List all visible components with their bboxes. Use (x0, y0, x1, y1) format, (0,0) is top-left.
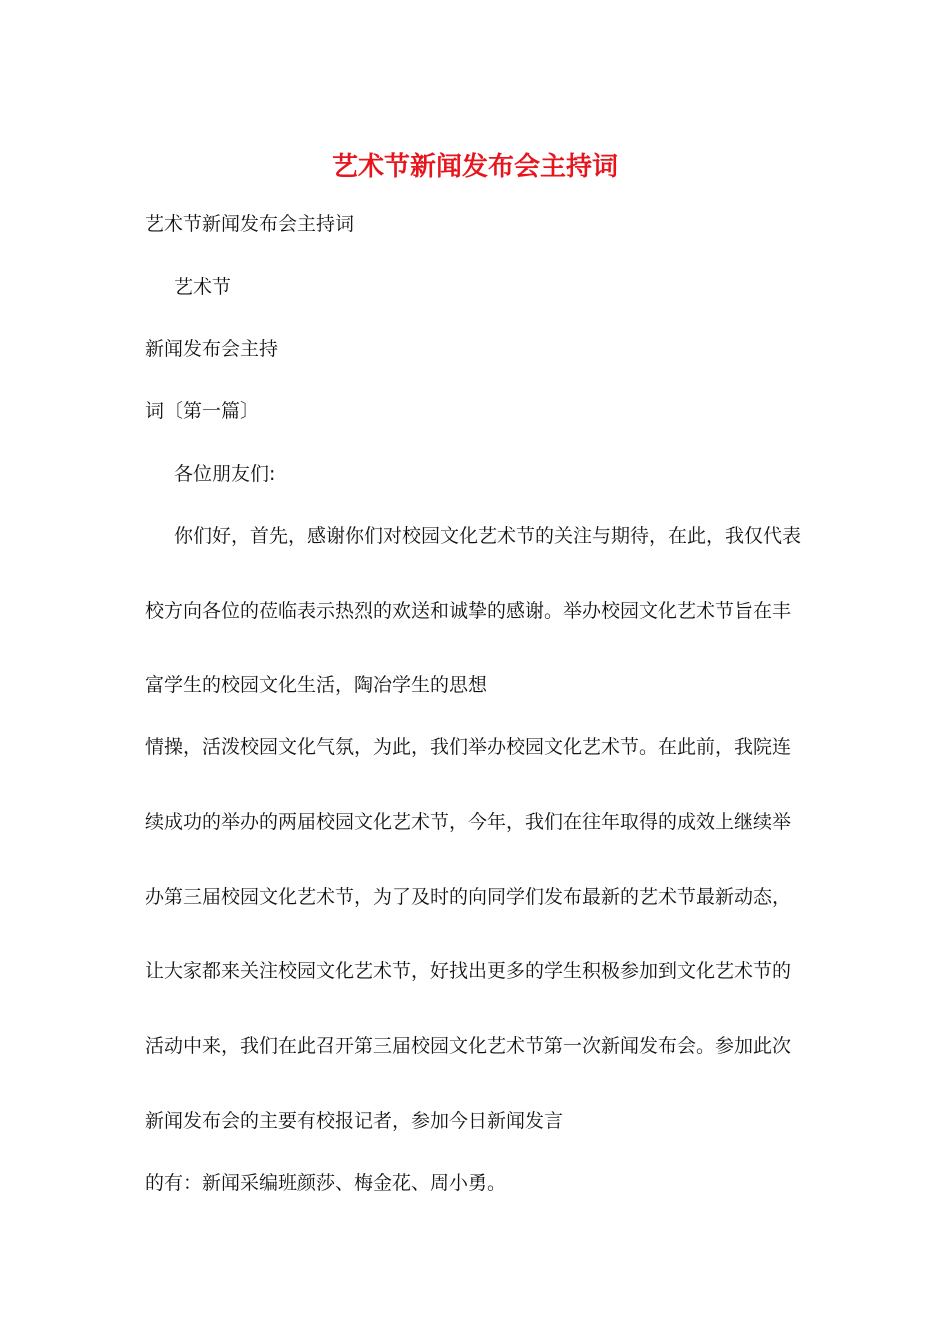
document-title: 艺术节新闻发布会主持词 (331, 152, 618, 182)
text-line-2: 艺术节 (174, 276, 232, 298)
text-line-10: 续成功的举办的两届校园文化艺术节，今年，我们在往年取得的成效上继续举 (145, 811, 792, 833)
text-line-7: 校方向各位的莅临表示热烈的欢送和诚挚的感谢。举办校园文化艺术节旨在丰 (145, 600, 792, 622)
text-line-4: 词〔第一篇〕 (145, 400, 260, 422)
text-line-11: 办第三届校园文化艺术节，为了及时的向同学们发布最新的艺术节最新动态， (145, 886, 792, 908)
text-line-15: 的有：新闻采编班颜莎、梅金花、周小勇。 (145, 1172, 507, 1194)
text-line-5: 各位朋友们: (174, 463, 276, 485)
text-line-9: 情操，活泼校园文化气氛，为此，我们举办校园文化艺术节。在此前，我院连 (145, 736, 792, 758)
text-line-14: 新闻发布会的主要有校报记者，参加今日新闻发言 (145, 1110, 564, 1132)
text-line-13: 活动中来，我们在此召开第三届校园文化艺术节第一次新闻发布会。参加此次 (145, 1035, 792, 1057)
text-line-6: 你们好，首先，感谢你们对校园文化艺术节的关注与期待，在此，我仅代表 (174, 525, 802, 547)
text-line-3: 新闻发布会主持 (145, 338, 279, 360)
text-line-8: 富学生的校园文化生活，陶冶学生的思想 (145, 674, 488, 696)
text-line-1: 艺术节新闻发布会主持词 (145, 213, 355, 235)
text-line-12: 让大家都来关注校园文化艺术节，好找出更多的学生积极参加到文化艺术节的 (145, 960, 792, 982)
